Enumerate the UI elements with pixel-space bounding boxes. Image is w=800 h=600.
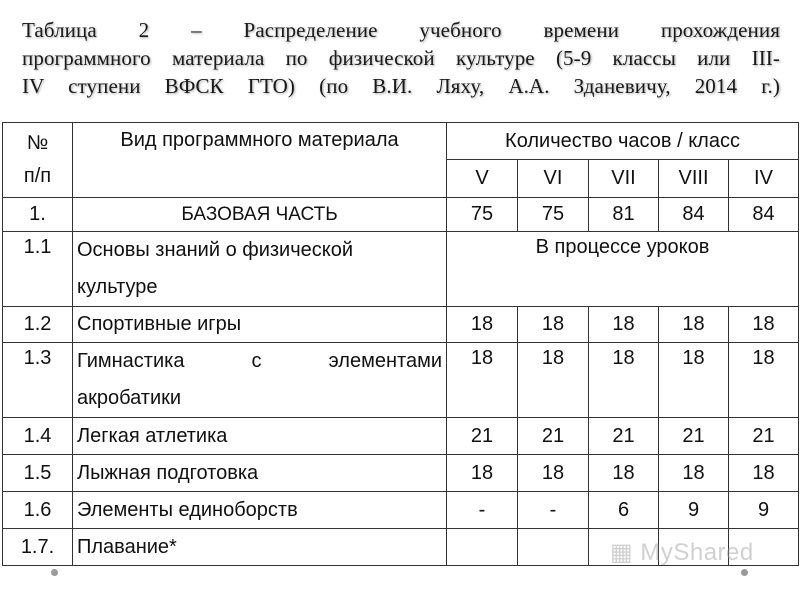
row-num: 1.6 bbox=[3, 492, 73, 529]
row-span-text: В процессе уроков bbox=[447, 232, 799, 307]
table-row bbox=[3, 232, 799, 307]
row-value: 81 bbox=[589, 198, 659, 232]
row-name-line-2: акробатики bbox=[77, 387, 182, 409]
row-value: 84 bbox=[729, 198, 799, 232]
header-num-label: п/п bbox=[23, 165, 52, 187]
row-value: 18 bbox=[589, 455, 659, 492]
row-value: 18 bbox=[729, 455, 799, 492]
row-name-line-1: Гимнастика с элементами bbox=[77, 350, 442, 372]
presentation-icon: ▦ bbox=[610, 539, 634, 566]
class-v: V bbox=[447, 160, 518, 198]
row-name: Элементы единоборств bbox=[73, 492, 447, 529]
row-value: 18 bbox=[729, 307, 799, 343]
table-row bbox=[3, 418, 799, 455]
row-value: 18 bbox=[729, 343, 799, 418]
row-value: 18 bbox=[589, 343, 659, 418]
row-num: 1.5 bbox=[3, 455, 73, 492]
slide-dot-left bbox=[51, 569, 58, 576]
row-value: 18 bbox=[659, 455, 729, 492]
row-value: 18 bbox=[518, 307, 589, 343]
header-hours: Количество часов / класс bbox=[447, 123, 799, 160]
class-vi: VI bbox=[518, 160, 589, 198]
row-num: 1.2 bbox=[3, 307, 73, 343]
row-value: 75 bbox=[518, 198, 589, 232]
row-value: 75 bbox=[447, 198, 518, 232]
row-num: 1.7. bbox=[3, 529, 73, 566]
row-value: 21 bbox=[447, 418, 518, 455]
row-value: 18 bbox=[659, 307, 729, 343]
row-value: 21 bbox=[659, 418, 729, 455]
row-num: 1.1 bbox=[3, 232, 73, 307]
row-name: Легкая атлетика bbox=[73, 418, 447, 455]
row-value: 21 bbox=[729, 418, 799, 455]
title-line-1: Таблица 2 – Распределение учебного времени прохождения bbox=[22, 18, 780, 42]
class-iv: IV bbox=[729, 160, 799, 198]
row-value bbox=[447, 529, 518, 566]
row-name-line-2: культуре bbox=[77, 276, 158, 298]
schedule-table bbox=[2, 122, 799, 566]
row-value: 9 bbox=[729, 492, 799, 529]
row-value: 21 bbox=[589, 418, 659, 455]
row-name: Плавание* bbox=[73, 529, 447, 566]
row-name bbox=[73, 343, 447, 418]
row-num: 1.4 bbox=[3, 418, 73, 455]
table-row bbox=[3, 455, 799, 492]
row-name bbox=[73, 232, 447, 307]
row-value: 18 bbox=[447, 343, 518, 418]
table-row bbox=[3, 307, 799, 343]
row-value: 18 bbox=[518, 455, 589, 492]
slide-dot-right bbox=[741, 569, 748, 576]
row-value: - bbox=[447, 492, 518, 529]
row-num: 1.3 bbox=[3, 343, 73, 418]
row-value: 18 bbox=[447, 455, 518, 492]
row-value: 6 bbox=[589, 492, 659, 529]
row-name-line-1: Основы знаний о физической bbox=[77, 239, 354, 261]
watermark-text: MyShared bbox=[640, 539, 754, 566]
row-value: 18 bbox=[518, 343, 589, 418]
header-num-symbol: № bbox=[26, 132, 49, 154]
page-title bbox=[22, 16, 780, 100]
class-viii: VIII bbox=[659, 160, 729, 198]
table-row bbox=[3, 198, 799, 232]
row-name: Спортивные игры bbox=[73, 307, 447, 343]
row-value: 84 bbox=[659, 198, 729, 232]
row-name: Лыжная подготовка bbox=[73, 455, 447, 492]
table-row bbox=[3, 343, 799, 418]
row-value: 18 bbox=[589, 307, 659, 343]
class-vii: VII bbox=[589, 160, 659, 198]
header-material: Вид программного материала bbox=[73, 123, 447, 198]
row-value: 9 bbox=[659, 492, 729, 529]
row-value bbox=[518, 529, 589, 566]
row-value: 18 bbox=[659, 343, 729, 418]
row-value: 21 bbox=[518, 418, 589, 455]
title-line-3: IV ступени ВФСК ГТО) (по В.И. Ляху, А.А. Зданевичу, 2014 г.) bbox=[22, 74, 780, 98]
table-row bbox=[3, 492, 799, 529]
header-num bbox=[3, 123, 73, 198]
row-name: БАЗОВАЯ ЧАСТЬ bbox=[73, 198, 447, 232]
row-num: 1. bbox=[3, 198, 73, 232]
header-row bbox=[3, 123, 799, 160]
watermark-logo bbox=[610, 538, 754, 567]
title-line-2: программного материала по физической культуре (5-9 классы или III- bbox=[22, 46, 780, 70]
row-value: - bbox=[518, 492, 589, 529]
row-value: 18 bbox=[447, 307, 518, 343]
